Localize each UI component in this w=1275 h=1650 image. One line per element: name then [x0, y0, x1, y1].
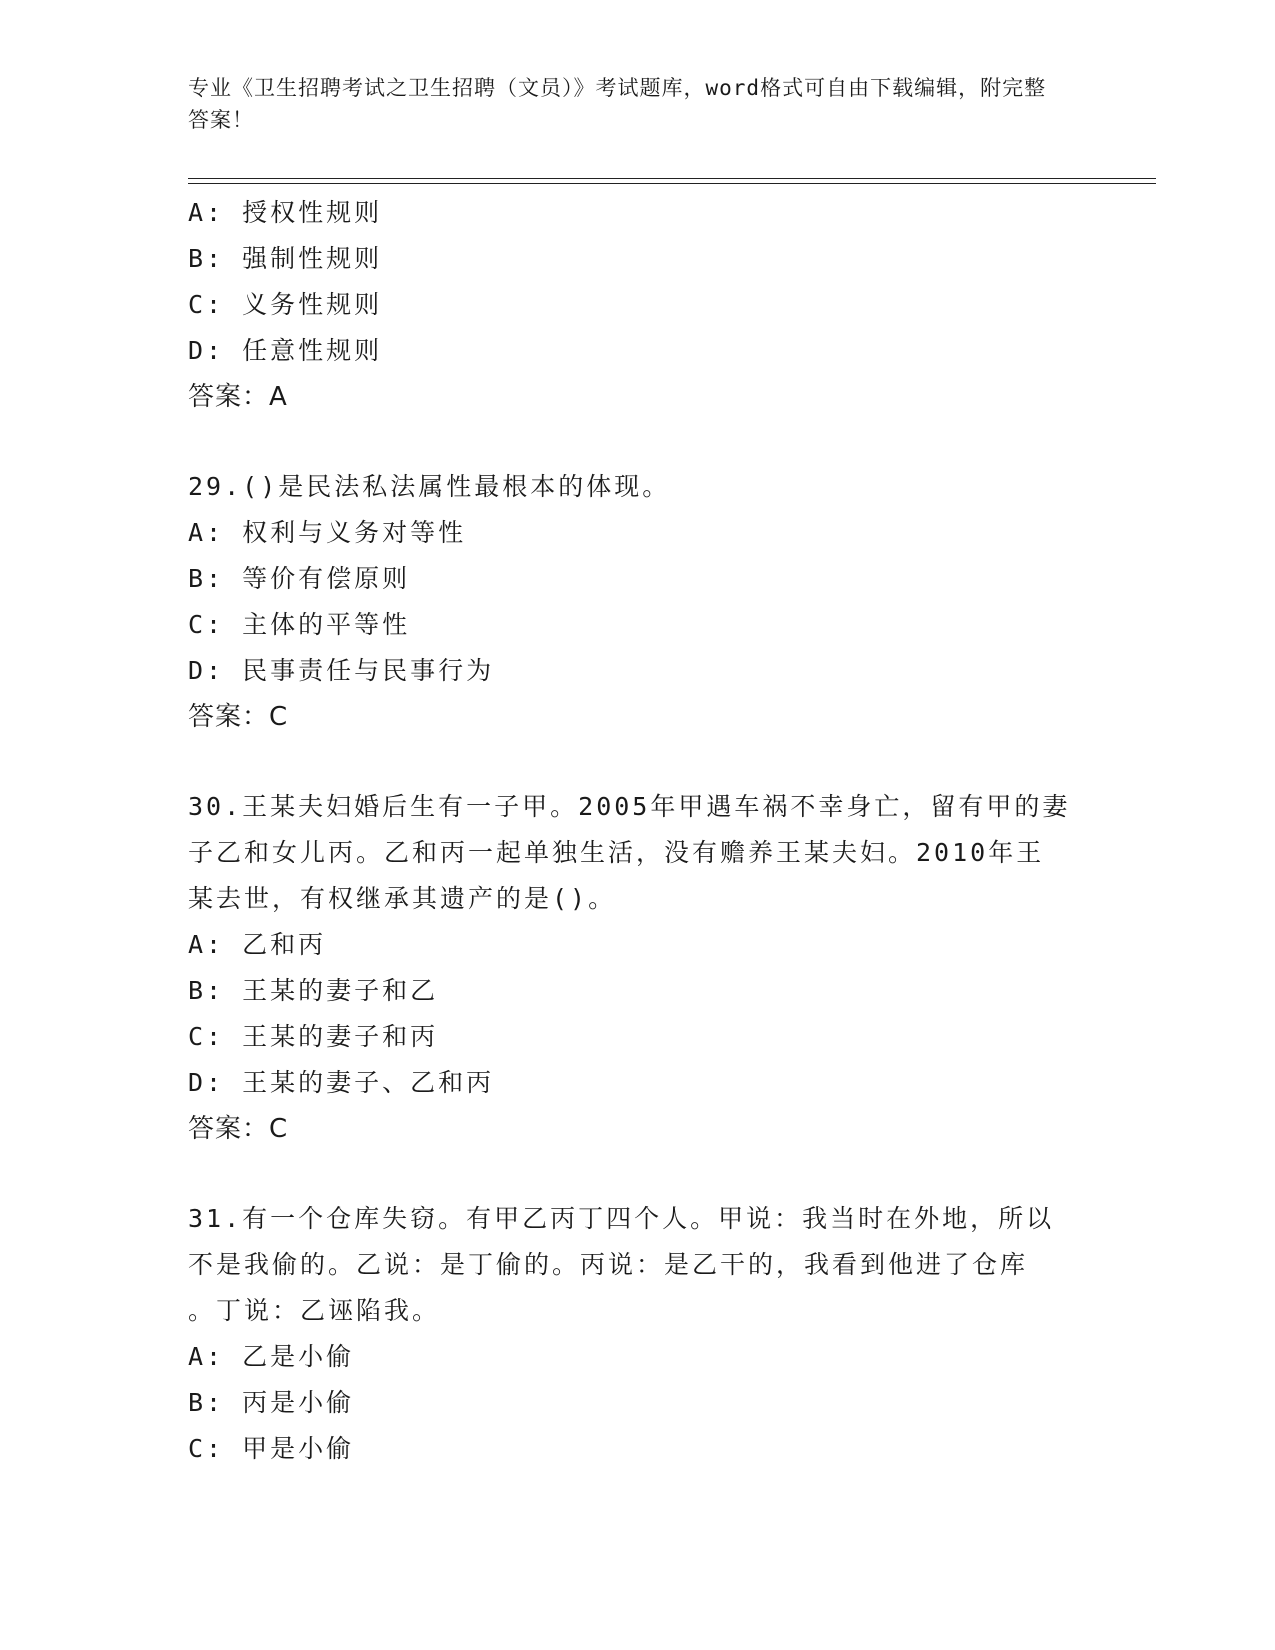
question-text: 不是我偷的。乙说：是丁偷的。丙说：是乙干的，我看到他进了仓库: [188, 1250, 1029, 1279]
question-28: [188, 190, 1088, 420]
question-text: 30.王某夫妇婚后生有一子甲。2005年甲遇车祸不幸身亡，留有甲的妻: [188, 792, 1071, 821]
option-a: A: 权利与义务对等性: [188, 518, 467, 547]
header-rule-top: [188, 178, 1156, 179]
option-b: B: 等价有偿原则: [188, 564, 411, 593]
question-list: [188, 190, 1088, 1472]
option-a: A: 乙是小偷: [188, 1342, 355, 1371]
answer-line: 答案：C: [188, 702, 289, 732]
answer-line: 答案：C: [188, 1114, 289, 1144]
question-29: [188, 464, 1088, 740]
option-a: A: 乙和丙: [188, 930, 327, 959]
option-b: B: 王某的妻子和乙: [188, 976, 439, 1005]
option-d: D: 王某的妻子、乙和丙: [188, 1068, 495, 1097]
option-b: B: 强制性规则: [188, 244, 383, 273]
question-text: 31.有一个仓库失窃。有甲乙丙丁四个人。甲说：我当时在外地，所以: [188, 1204, 1055, 1233]
option-d: D: 任意性规则: [188, 336, 383, 365]
question-text: 某去世，有权继承其遗产的是()。: [188, 884, 617, 913]
question-text: 29.()是民法私法属性最根本的体现。: [188, 472, 671, 501]
question-text: 子乙和女儿丙。乙和丙一起单独生活，没有赡养王某夫妇。2010年王: [188, 838, 1045, 867]
question-31: [188, 1196, 1088, 1472]
option-a: A: 授权性规则: [188, 198, 383, 227]
option-c: C: 主体的平等性: [188, 610, 411, 639]
document-header: 专业《卫生招聘考试之卫生招聘（文员）》考试题库，word格式可自由下载编辑，附完整答案！: [188, 76, 1047, 132]
option-c: C: 义务性规则: [188, 290, 383, 319]
option-c: C: 甲是小偷: [188, 1434, 355, 1463]
question-30: [188, 784, 1088, 1152]
option-d: D: 民事责任与民事行为: [188, 656, 495, 685]
option-c: C: 王某的妻子和丙: [188, 1022, 439, 1051]
question-text: 。丁说：乙诬陷我。: [188, 1296, 441, 1325]
header-rule-bottom: [188, 183, 1156, 184]
answer-line: 答案：A: [188, 382, 288, 412]
option-b: B: 丙是小偷: [188, 1388, 355, 1417]
